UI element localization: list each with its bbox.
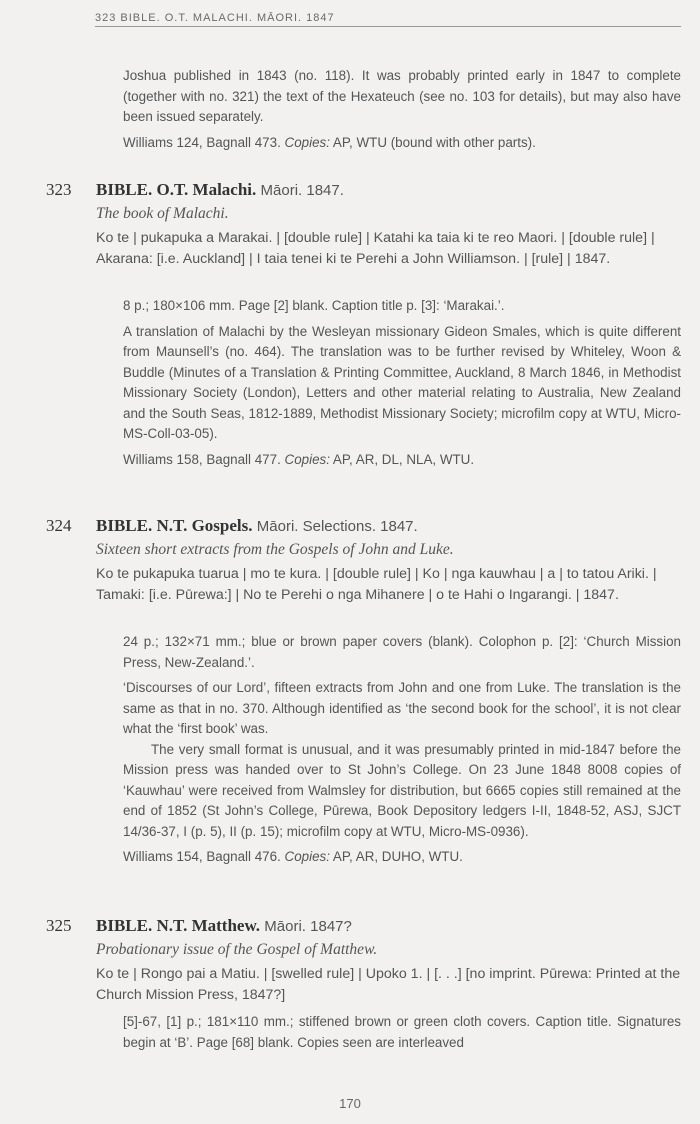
- entry-transcript: Ko te | pukapuka a Marakai. | [double rule] | Katahi ka taia ki te reo Maori. | [double rule] | Akarana: [i.e. Auckland] | I taia tenei ki te Perehi a John Williamson. | [rule] | 1847.: [96, 230, 655, 267]
- entry-body: [123, 632, 681, 873]
- copies-text: AP, AR, DUHO, WTU.: [332, 849, 463, 864]
- entry-title: The book of Malachi.: [96, 205, 229, 222]
- refs-text: Williams 154, Bagnall 476.: [123, 849, 281, 864]
- copies-label: Copies:: [284, 849, 330, 864]
- page-number: 170: [339, 1096, 361, 1111]
- entry-physical: 24 p.; 132×71 mm.; blue or brown paper covers (blank). Colophon p. [2]: ‘Church Mission Press, New-Zealand.’.: [123, 634, 681, 670]
- entry-subject: BIBLE. N.T. Matthew.: [96, 916, 261, 935]
- copies-label: Copies:: [284, 451, 330, 467]
- copies-label: Copies:: [284, 134, 330, 150]
- entry-transcript: Ko te pukapuka tuarua | mo te kura. | [double rule] | Ko | nga kauwhau | a | to tatou Ariki. | Tamaki: [i.e. Pūrewa:] | No te Perehi o nga Mihanere | o te Hahi o Ingarangi. | 1847.: [96, 566, 657, 603]
- entry-language-date: Māori. 1847?: [264, 918, 352, 935]
- entry-heading: [96, 516, 681, 536]
- entry-title: Sixteen short extracts from the Gospels of John and Luke.: [96, 541, 454, 558]
- continuation-refs: [123, 133, 681, 154]
- refs-text: Williams 124, Bagnall 473.: [123, 134, 281, 150]
- entry-number: 324: [46, 516, 72, 535]
- entry-refs: [123, 847, 681, 868]
- entry-note-continued: The very small format is unusual, and it was presumably printed in mid-1847 before the Mission press was handed over to St John’s College. On 23 June 1848 8008 copies of ‘Kauwhau’ were received from Walmsley for distribution, but 6665 copies still remained at the end of 1852 (St John’s College, Pūrewa, Book Depository ledgers I-II, 1848-52, ASJ, SJCT 14/36-37, I (p. 5), II (p. 15); microfilm copy at WTU, Micro-MS-0936).: [123, 741, 681, 839]
- entry-number: 323: [46, 180, 72, 199]
- entry-physical: [5]-67, [1] p.; 181×110 mm.; stiffened brown or green cloth covers. Caption title. Signatures begin at ‘B’. Page [68] blank. Copies seen are interleaved: [123, 1014, 681, 1050]
- running-head: 323 BIBLE. O.T. MALACHI. MĀORI. 1847: [95, 12, 681, 27]
- entry-language-date: Māori. 1847.: [260, 182, 344, 199]
- entry-number: 325: [46, 916, 72, 935]
- entry-physical: 8 p.; 180×106 mm. Page [2] blank. Caption title p. [3]: ‘Marakai.’.: [123, 298, 505, 313]
- copies-text: AP, WTU (bound with other parts).: [332, 134, 536, 150]
- entry-subject: BIBLE. O.T. Malachi.: [96, 180, 257, 199]
- entry-body: [123, 1012, 681, 1058]
- entry-heading: [96, 916, 681, 936]
- entry-note: ‘Discourses of our Lord’, fifteen extracts from John and one from Luke. The translation is the same as that in no. 370. Although identified as ‘the second book for the school’, it is not clear what the ‘first book’ was.: [123, 680, 681, 736]
- entry-language-date: Māori. Selections. 1847.: [256, 518, 418, 535]
- copies-text: AP, AR, DL, NLA, WTU.: [332, 451, 475, 467]
- entry-subject: BIBLE. N.T. Gospels.: [96, 516, 253, 535]
- entry-transcript: Ko te | Rongo pai a Matiu. | [swelled rule] | Upoko 1. | [. . .] [no imprint. Pūrewa: Printed at the Church Mission Press, 1847?]: [96, 966, 681, 1003]
- entry-heading: [96, 180, 681, 200]
- continuation-text: Joshua published in 1843 (no. 118). It was probably printed early in 1847 to complete (together with no. 321) the text of the Hexateuch (see no. 103 for details), but may also have been issued separately.: [123, 68, 681, 124]
- entry-note: A translation of Malachi by the Wesleyan missionary Gideon Smales, which is quite different from Maunsell’s (no. 464). The translation was to be further revised by Whiteley, Woon & Buddle (Minutes of a Translation & Printing Committee, Auckland, 8 March 1846, in Methodist Missionary Society (London), Letters and other material relating to Australia, New Zealand and the South Seas, 1812-1889, Methodist Missionary Society; microfilm copy at WTU, Micro-MS-Coll-03-05).: [123, 323, 681, 441]
- entry-body: [123, 296, 681, 475]
- refs-text: Williams 158, Bagnall 477.: [123, 451, 281, 467]
- continuation-block: [123, 66, 681, 158]
- entry-refs: [123, 450, 681, 471]
- entry-title: Probationary issue of the Gospel of Matthew.: [96, 941, 378, 958]
